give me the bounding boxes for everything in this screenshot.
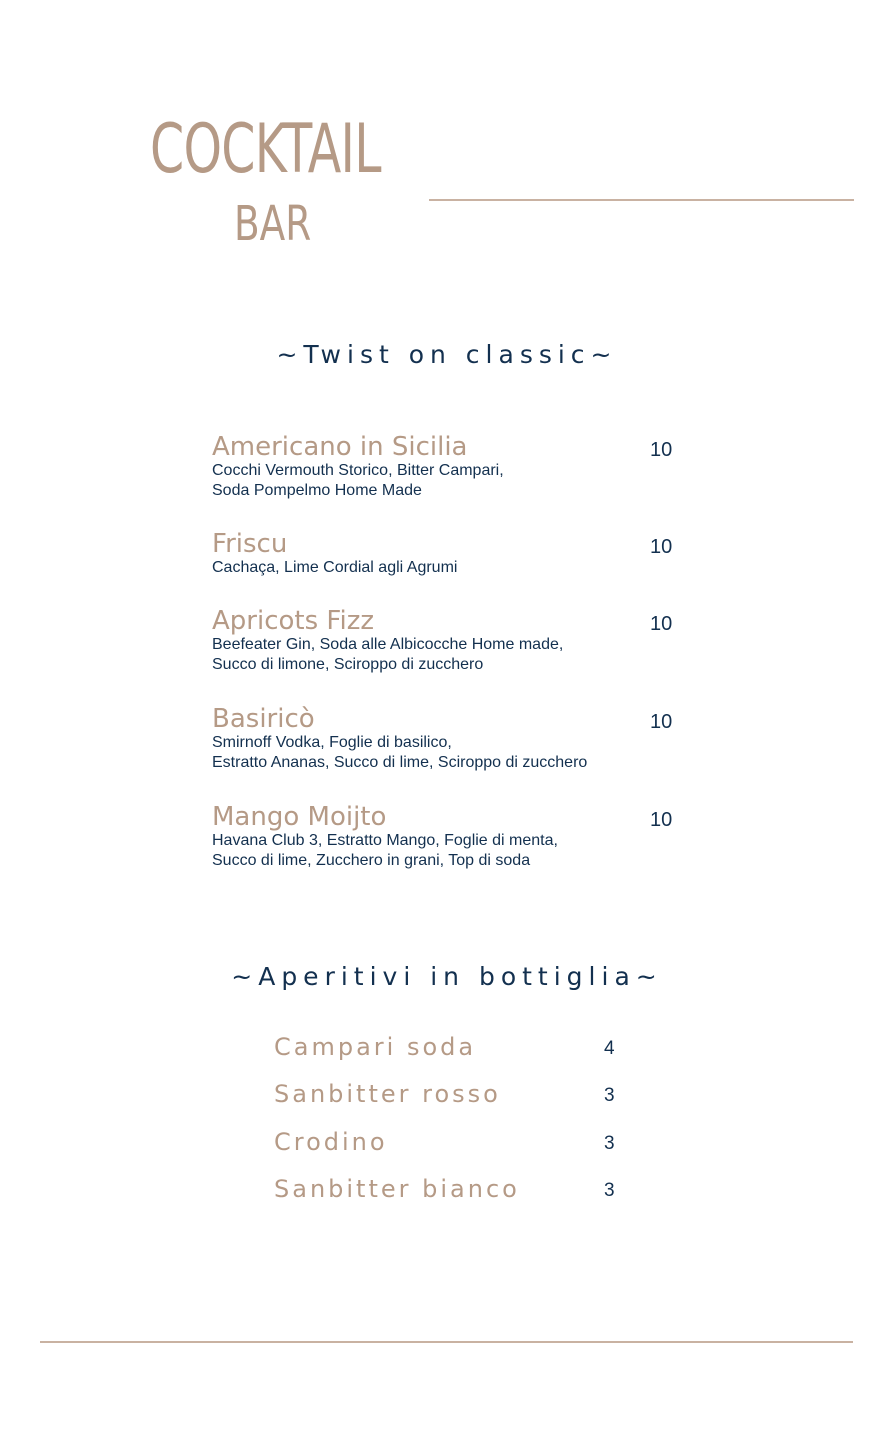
description-line: Havana Club 3, Estratto Mango, Foglie di menta, [212, 832, 558, 849]
list-item [274, 1077, 634, 1117]
menu-item-description [212, 635, 563, 675]
description-line: Beefeater Gin, Soda alle Albicocche Home made, [212, 636, 564, 653]
menu-item-name: Friscu [212, 529, 288, 559]
section-title-aperitivi: ~Aperitivi in bottiglia~ [231, 962, 663, 991]
list-item [274, 1125, 634, 1165]
aperitivo-name: Sanbitter bianco [274, 1175, 520, 1203]
list-item [274, 1172, 634, 1212]
menu-item-price: 10 [650, 536, 673, 558]
aperitivo-name: Crodino [274, 1128, 388, 1156]
header-divider [429, 199, 854, 201]
aperitivo-price: 3 [604, 1133, 615, 1154]
aperitivo-price: 4 [604, 1038, 615, 1059]
aperitivo-name: Campari soda [274, 1033, 477, 1061]
menu-item-description [212, 831, 558, 871]
aperitivo-price: 3 [604, 1180, 615, 1201]
menu-item-price: 10 [650, 809, 673, 831]
aperitivo-name: Sanbitter rosso [274, 1080, 501, 1108]
description-line: Smirnoff Vodka, Foglie di basilico, [212, 734, 452, 751]
menu-item-price: 10 [650, 711, 673, 733]
section-title-twist: ~Twist on classic~ [276, 340, 618, 369]
menu-item-price: 10 [650, 439, 673, 461]
description-line: Cocchi Vermouth Storico, Bitter Campari, [212, 462, 504, 479]
menu-item-name: Americano in Sicilia [212, 432, 468, 462]
logo-title-cocktail: COCKTAIL [150, 110, 381, 189]
description-line: Soda Pompelmo Home Made [212, 482, 422, 499]
list-item [274, 1030, 634, 1070]
description-line: Estratto Ananas, Succo di lime, Sciroppo di zucchero [212, 754, 588, 771]
description-line: Succo di limone, Sciroppo di zucchero [212, 656, 484, 673]
footer-divider [40, 1341, 853, 1343]
aperitivo-price: 3 [604, 1085, 615, 1106]
menu-item-description [212, 733, 587, 773]
menu-item-price: 10 [650, 613, 673, 635]
description-line: Succo di lime, Zucchero in grani, Top di soda [212, 852, 531, 869]
menu-item-name: Mango Moijto [212, 802, 387, 832]
description-line: Cachaça, Lime Cordial agli Agrumi [212, 559, 458, 576]
logo-title-bar: BAR [234, 196, 312, 252]
menu-item-name: Apricots Fizz [212, 606, 374, 636]
bar-logo [150, 110, 410, 260]
menu-item-name: Basiricò [212, 704, 315, 734]
menu-item-description [212, 558, 457, 578]
menu-item-description [212, 461, 504, 501]
